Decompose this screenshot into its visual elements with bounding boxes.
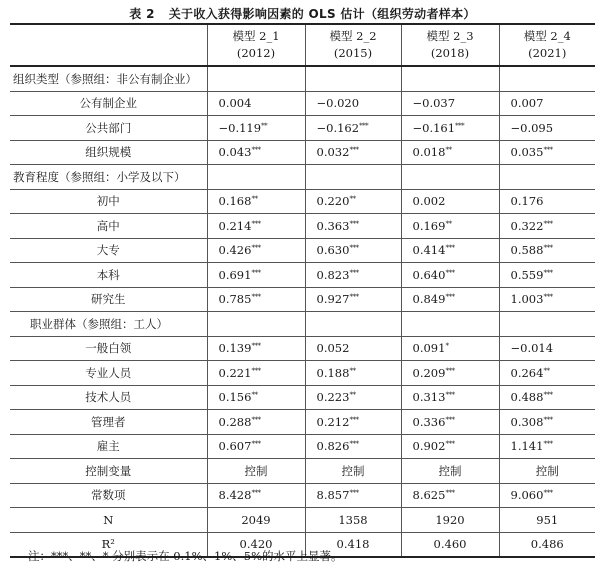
coef-value: 0.588 <box>510 243 544 258</box>
significance-stars: *** <box>349 268 359 277</box>
coef-cell <box>207 434 305 459</box>
table-row <box>10 238 595 263</box>
coef-value: 0.849 <box>412 292 446 307</box>
coef-cell <box>401 385 499 410</box>
coef-cell <box>305 508 401 533</box>
coef-value: 0.221 <box>218 365 252 380</box>
coef-value: 0.264 <box>510 365 544 380</box>
category-label: 教育程度（参照组：小学及以下） <box>10 165 207 190</box>
significance-stars: *** <box>445 244 455 253</box>
coef-value: 0.052 <box>316 341 350 356</box>
coef-value: 0.043 <box>218 145 252 160</box>
significance-stars: ** <box>349 195 356 204</box>
significance-stars: *** <box>251 244 261 253</box>
coef-cell <box>499 532 595 557</box>
significance-stars: *** <box>251 415 261 424</box>
significance-stars: *** <box>445 391 455 400</box>
row-label: 本科 <box>10 263 207 288</box>
coef-cell <box>305 336 401 361</box>
coef-cell <box>207 263 305 288</box>
significance-stars: *** <box>543 489 553 498</box>
coef-cell <box>207 116 305 141</box>
significance-stars: *** <box>251 440 261 449</box>
significance-stars: *** <box>349 219 359 228</box>
coef-cell <box>207 91 305 116</box>
coef-cell <box>401 140 499 165</box>
coef-cell <box>499 189 595 214</box>
table-row <box>10 508 595 533</box>
table-row <box>10 361 595 386</box>
significance-stars: *** <box>445 366 455 375</box>
significance-stars: *** <box>349 415 359 424</box>
coef-value: 0.007 <box>510 96 544 111</box>
coef-value: 1920 <box>435 512 465 527</box>
table-note: 注：***、**、* 分别表示在 0.1%、1%、5%的水平上显著。 <box>28 549 343 563</box>
coef-value: −0.162 <box>316 120 360 135</box>
significance-stars: *** <box>445 415 455 424</box>
coef-value: 2049 <box>241 512 271 527</box>
table-row <box>10 214 595 239</box>
coef-value: −0.014 <box>510 341 554 356</box>
significance-stars: *** <box>445 268 455 277</box>
significance-stars: ** <box>445 146 452 155</box>
empty-cell <box>305 66 401 91</box>
coef-cell <box>401 263 499 288</box>
coef-cell <box>207 385 305 410</box>
significance-stars: ** <box>251 195 258 204</box>
coef-cell <box>207 238 305 263</box>
empty-cell <box>401 66 499 91</box>
coef-value: 8.857 <box>316 488 350 503</box>
coef-cell <box>401 238 499 263</box>
table-row <box>10 336 595 361</box>
significance-stars: *** <box>251 219 261 228</box>
header-corner <box>10 24 207 66</box>
empty-cell <box>499 66 595 91</box>
coef-value: 0.927 <box>316 292 350 307</box>
row-label: 一般白领 <box>10 336 207 361</box>
coef-cell <box>499 140 595 165</box>
significance-stars: *** <box>251 342 261 351</box>
coef-value: −0.161 <box>412 120 456 135</box>
coef-value: 0.168 <box>218 194 252 209</box>
coef-value: 1.003 <box>510 292 544 307</box>
coef-cell <box>207 483 305 508</box>
coef-cell <box>207 459 305 484</box>
coef-value: 1358 <box>338 512 368 527</box>
coef-value: −0.037 <box>412 96 456 111</box>
coef-value: −0.095 <box>510 120 554 135</box>
significance-stars: *** <box>251 489 261 498</box>
coef-value: 0.414 <box>412 243 446 258</box>
coef-value: 0.336 <box>412 414 446 429</box>
coef-cell <box>401 287 499 312</box>
row-label: 研究生 <box>10 287 207 312</box>
coef-cell <box>207 508 305 533</box>
row-label: 高中 <box>10 214 207 239</box>
table-row <box>10 91 595 116</box>
table-row <box>10 483 595 508</box>
coef-cell <box>401 532 499 557</box>
coef-cell <box>401 459 499 484</box>
coef-cell <box>499 483 595 508</box>
coef-value: 0.418 <box>336 537 370 552</box>
row-label: 公共部门 <box>10 116 207 141</box>
coef-value: 0.460 <box>433 537 467 552</box>
coef-cell <box>401 116 499 141</box>
coef-value: 0.488 <box>510 390 544 405</box>
coef-value: 0.018 <box>412 145 446 160</box>
significance-stars: *** <box>349 440 359 449</box>
coef-cell <box>305 116 401 141</box>
coef-value: 0.691 <box>218 267 252 282</box>
coef-cell <box>305 238 401 263</box>
coef-value: 0.363 <box>316 218 350 233</box>
row-label: 初中 <box>10 189 207 214</box>
row-label: 公有制企业 <box>10 91 207 116</box>
coef-value: 0.607 <box>218 439 252 454</box>
empty-cell <box>499 312 595 337</box>
table-row <box>10 189 595 214</box>
significance-stars: ** <box>261 121 268 130</box>
coef-value: 0.035 <box>510 145 544 160</box>
coef-cell <box>401 361 499 386</box>
coef-value: −0.020 <box>316 96 360 111</box>
significance-stars: *** <box>251 268 261 277</box>
coef-value: 0.823 <box>316 267 350 282</box>
coef-cell <box>401 434 499 459</box>
coef-cell <box>499 385 595 410</box>
coef-value: 0.826 <box>316 439 350 454</box>
coef-cell <box>499 336 595 361</box>
coef-value: 0.176 <box>510 194 544 209</box>
coef-value: 951 <box>536 512 559 527</box>
significance-stars: ** <box>543 366 550 375</box>
significance-stars: *** <box>349 489 359 498</box>
row-label: N <box>10 508 207 533</box>
category-row <box>10 66 595 91</box>
table-row <box>10 287 595 312</box>
coef-value: 控制 <box>438 463 462 478</box>
significance-stars: *** <box>349 244 359 253</box>
coef-value: 0.426 <box>218 243 252 258</box>
row-label: 大专 <box>10 238 207 263</box>
coef-value: 0.002 <box>412 194 446 209</box>
coef-cell <box>401 336 499 361</box>
significance-stars: ** <box>349 366 356 375</box>
coef-cell <box>499 459 595 484</box>
coef-value: 0.212 <box>316 414 350 429</box>
significance-stars: *** <box>543 244 553 253</box>
coef-value: 0.214 <box>218 218 252 233</box>
category-label: 组织类型（参照组：非公有制企业） <box>10 66 207 91</box>
coef-cell <box>207 410 305 435</box>
significance-stars: *** <box>543 415 553 424</box>
significance-stars: *** <box>251 146 261 155</box>
significance-stars: ** <box>349 391 356 400</box>
table-row <box>10 116 595 141</box>
significance-stars: *** <box>543 440 553 449</box>
coef-cell <box>305 410 401 435</box>
coef-cell <box>207 189 305 214</box>
coef-cell <box>305 189 401 214</box>
row-label: 控制变量 <box>10 459 207 484</box>
coef-cell <box>499 287 595 312</box>
empty-cell <box>401 312 499 337</box>
empty-cell <box>305 165 401 190</box>
empty-cell <box>207 312 305 337</box>
coef-value: 0.630 <box>316 243 350 258</box>
coef-cell <box>499 410 595 435</box>
coef-value: 0.420 <box>239 537 273 552</box>
row-label: 管理者 <box>10 410 207 435</box>
coef-cell <box>207 140 305 165</box>
coef-cell <box>305 214 401 239</box>
coef-value: 0.313 <box>412 390 446 405</box>
coef-cell <box>401 483 499 508</box>
coef-cell <box>207 361 305 386</box>
coef-cell <box>305 385 401 410</box>
table-row <box>10 410 595 435</box>
empty-cell <box>499 165 595 190</box>
empty-cell <box>401 165 499 190</box>
empty-cell <box>305 312 401 337</box>
header-model-3: 模型 2_3 (2018) <box>401 24 499 66</box>
table-number: 表 2 <box>129 7 155 21</box>
coef-cell <box>499 361 595 386</box>
coef-cell <box>305 91 401 116</box>
coef-cell <box>207 214 305 239</box>
category-row <box>10 165 595 190</box>
coef-value: 0.640 <box>412 267 446 282</box>
significance-stars: *** <box>445 440 455 449</box>
coef-cell <box>401 508 499 533</box>
coef-cell <box>305 434 401 459</box>
table-row <box>10 459 595 484</box>
row-label: R² <box>10 532 207 557</box>
significance-stars: *** <box>251 293 261 302</box>
table-row <box>10 263 595 288</box>
coef-cell <box>305 140 401 165</box>
significance-stars: *** <box>455 121 465 130</box>
coef-cell <box>207 336 305 361</box>
coef-value: −0.119 <box>218 120 262 135</box>
significance-stars: *** <box>543 146 553 155</box>
header-model-1: 模型 2_1 (2012) <box>207 24 305 66</box>
category-label: 职业群体（参照组：工人） <box>10 312 207 337</box>
coef-cell <box>401 91 499 116</box>
coef-cell <box>499 263 595 288</box>
coef-value: 9.060 <box>510 488 544 503</box>
significance-stars: *** <box>445 293 455 302</box>
significance-stars: *** <box>543 268 553 277</box>
significance-stars: *** <box>543 219 553 228</box>
significance-stars: ** <box>251 391 258 400</box>
header-model-2: 模型 2_2 (2015) <box>305 24 401 66</box>
significance-stars: * <box>445 342 449 351</box>
category-row <box>10 312 595 337</box>
row-label: 常数项 <box>10 483 207 508</box>
coef-cell <box>499 214 595 239</box>
coef-value: 0.032 <box>316 145 350 160</box>
coef-cell <box>499 508 595 533</box>
row-label: 专业人员 <box>10 361 207 386</box>
row-label: 技术人员 <box>10 385 207 410</box>
coef-cell <box>401 214 499 239</box>
empty-cell <box>207 165 305 190</box>
coef-value: 控制 <box>535 463 559 478</box>
coef-value: 控制 <box>244 463 268 478</box>
row-label: 组织规模 <box>10 140 207 165</box>
coef-value: 0.486 <box>530 537 564 552</box>
significance-stars: *** <box>349 146 359 155</box>
coef-cell <box>305 361 401 386</box>
coef-value: 0.169 <box>412 218 446 233</box>
header-row <box>10 24 595 66</box>
table-title-text: 关于收入获得影响因素的 OLS 估计（组织劳动者样本） <box>168 7 476 21</box>
table-row <box>10 434 595 459</box>
coef-cell <box>401 189 499 214</box>
coef-cell <box>207 287 305 312</box>
significance-stars: *** <box>251 366 261 375</box>
coef-cell <box>305 287 401 312</box>
coef-value: 0.288 <box>218 414 252 429</box>
table-title <box>0 5 605 22</box>
table-row <box>10 140 595 165</box>
significance-stars: *** <box>359 121 369 130</box>
row-label: 雇主 <box>10 434 207 459</box>
coef-value: 0.188 <box>316 365 350 380</box>
coef-cell <box>305 459 401 484</box>
coef-value: 0.322 <box>510 218 544 233</box>
significance-stars: *** <box>445 489 455 498</box>
coef-value: 控制 <box>341 463 365 478</box>
coef-cell <box>499 238 595 263</box>
table-row <box>10 385 595 410</box>
coef-value: 0.139 <box>218 341 252 356</box>
coef-value: 0.223 <box>316 390 350 405</box>
coef-value: 8.428 <box>218 488 252 503</box>
coef-cell <box>305 483 401 508</box>
coef-cell <box>305 263 401 288</box>
coef-value: 0.156 <box>218 390 252 405</box>
coef-cell <box>499 434 595 459</box>
significance-stars: ** <box>445 219 452 228</box>
coef-value: 0.004 <box>218 96 252 111</box>
coef-cell <box>499 91 595 116</box>
coef-value: 0.902 <box>412 439 446 454</box>
significance-stars: *** <box>543 391 553 400</box>
significance-stars: *** <box>543 293 553 302</box>
header-model-4: 模型 2_4 (2021) <box>499 24 595 66</box>
coef-value: 0.308 <box>510 414 544 429</box>
coef-value: 0.209 <box>412 365 446 380</box>
coef-value: 1.141 <box>510 439 544 454</box>
empty-cell <box>207 66 305 91</box>
coef-value: 0.559 <box>510 267 544 282</box>
regression-table <box>10 23 595 558</box>
coef-value: 0.220 <box>316 194 350 209</box>
table-body <box>10 66 595 557</box>
coef-cell <box>499 116 595 141</box>
significance-stars: *** <box>349 293 359 302</box>
coef-value: 0.091 <box>412 341 446 356</box>
coef-value: 8.625 <box>412 488 446 503</box>
coef-cell <box>401 410 499 435</box>
coef-value: 0.785 <box>218 292 252 307</box>
